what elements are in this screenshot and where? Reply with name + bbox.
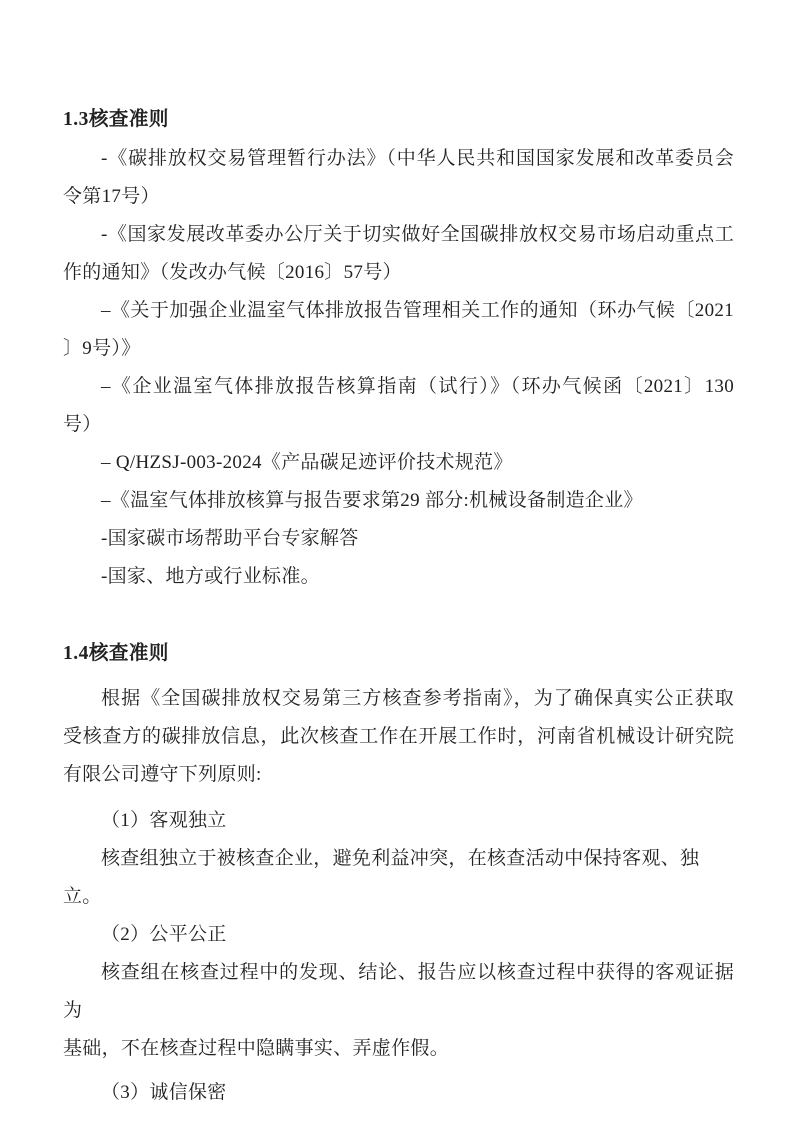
- text-line: （2）公平公正: [101, 924, 227, 945]
- text-line: -《碳排放权交易管理暂行办法》（中华人民共和国国家发展和改革委员会: [101, 148, 734, 169]
- text-line: –《温室气体排放核算与报告要求第29 部分:机械设备制造企业》: [101, 490, 643, 511]
- text-line: 号）: [63, 414, 102, 435]
- section-1-4-heading: 1.4核查准则: [63, 643, 169, 664]
- section-1-3-heading: 1.3核查准则: [63, 109, 169, 130]
- text-line: （3）诚信保密: [101, 1082, 227, 1103]
- text-line: –《企业温室气体排放报告核算指南（试行）》（环办气候函〔2021〕130: [101, 376, 734, 397]
- text-line: 令第17号）: [63, 186, 160, 207]
- text-line: 〕9号）》: [63, 338, 141, 359]
- document-content: [63, 100, 734, 1112]
- text-line: 有限公司遵守下列原则:: [63, 764, 262, 785]
- text-line: 受核查方的碳排放信息，此次核查工作在开展工作时，河南省机械设计研究院: [63, 726, 734, 747]
- text-line: 核查组在核查过程中的发现、结论、报告应以核查过程中获得的客观证据为: [63, 962, 734, 1021]
- text-line: -国家碳市场帮助平台专家解答: [101, 528, 359, 549]
- text-line: 根据《全国碳排放权交易第三方核查参考指南》，为了确保真实公正获取: [101, 688, 734, 709]
- text-line: （1）客观独立: [101, 810, 227, 831]
- text-line: -《国家发展改革委办公厅关于切实做好全国碳排放权交易市场启动重点工: [101, 224, 734, 245]
- text-line: -国家、地方或行业标准。: [101, 566, 320, 587]
- text-line: – Q/HZSJ-003-2024《产品碳足迹评价技术规范》: [101, 452, 513, 473]
- text-line: –《关于加强企业温室气体排放报告管理相关工作的通知（环办气候〔2021: [101, 300, 734, 321]
- text-line: 基础，不在核查过程中隐瞒事实、弄虚作假。: [63, 1038, 450, 1059]
- text-line: 核查组独立于被核查企业，避免利益冲突，在核查活动中保持客观、独立。: [63, 848, 700, 907]
- text-line: 作的通知》（发改办气候〔2016〕57号）: [63, 262, 402, 283]
